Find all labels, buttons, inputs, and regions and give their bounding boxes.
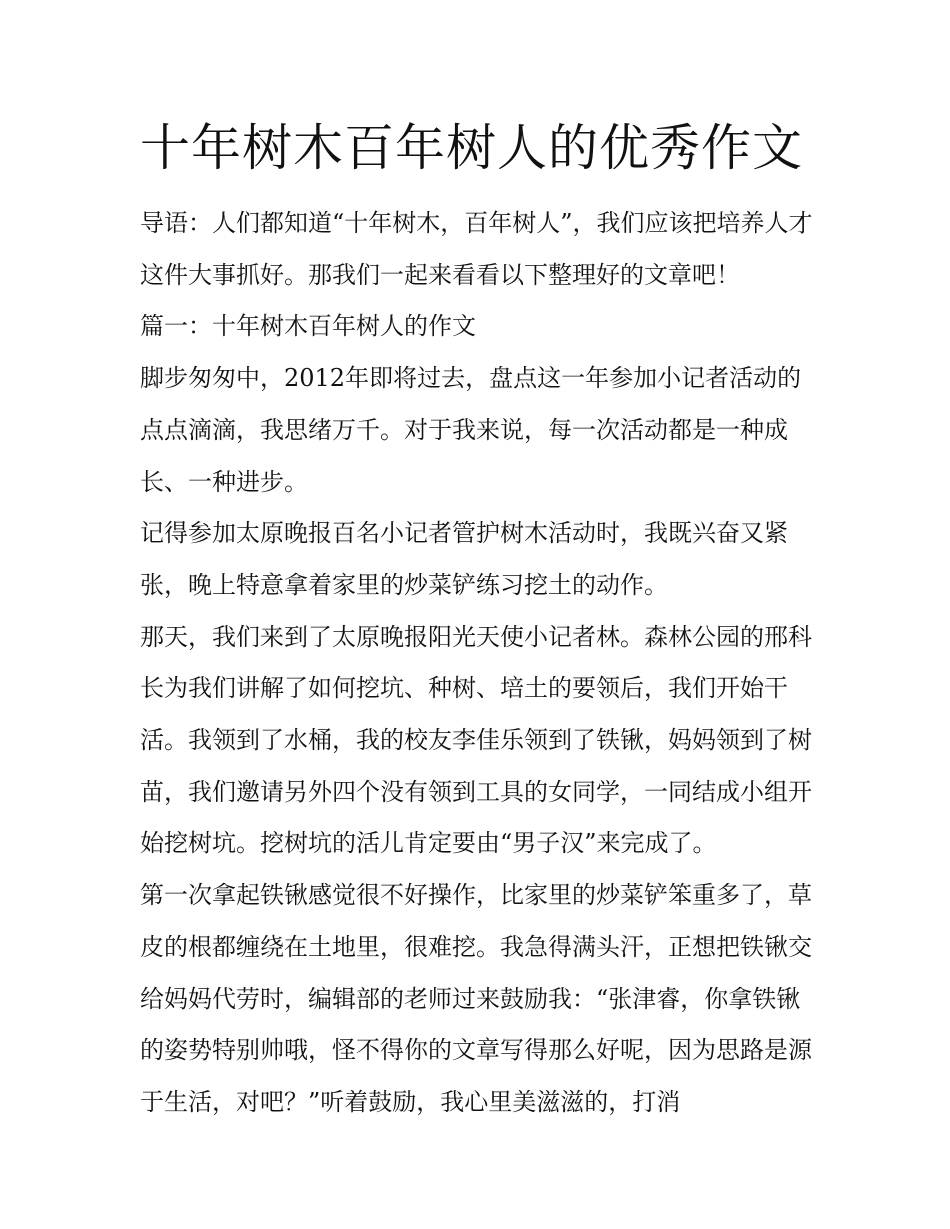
document-body	[140, 198, 820, 1129]
paragraph: 第一次拿起铁锹感觉很不好操作，比家里的炒菜铲笨重多了，草皮的根都缠绕在土地里，很难挖。我急得满头汗，正想把铁锹交给妈妈代劳时，编辑部的老师过来鼓励我：“张津睿，你拿铁锹的姿势特别帅哦，怪不得你的文章写得那么好呢，因为思路是源于生活，对吧？”听着鼓励，我心里美滋滋的，打消	[140, 881, 812, 1116]
paragraph: 记得参加太原晚报百名小记者管护树木活动时，我既兴奋又紧张，晚上特意拿着家里的炒菜铲练习挖土的动作。	[140, 519, 788, 599]
paragraph: 脚步匆匆中，2012年即将过去，盘点这一年参加小记者活动的点点滴滴，我思绪万千。对于我来说，每一次活动都是一种成长、一种进步。	[140, 364, 802, 496]
section-heading: 篇一：十年树木百年树人的作文	[140, 312, 476, 341]
paragraph-intro: 导语：人们都知道“十年树木，百年树人”，我们应该把培养人才这件大事抓好。那我们一起来看看以下整理好的文章吧！	[140, 209, 813, 289]
document-title: 十年树木百年树人的优秀作文	[140, 119, 803, 177]
paragraph: 那天，我们来到了太原晚报阳光天使小记者林。森林公园的邢科长为我们讲解了如何挖坑、种树、培土的要领后，我们开始干活。我领到了水桶，我的校友李佳乐领到了铁锹，妈妈领到了树苗，我们邀请另外四个没有领到工具的女同学，一同结成小组开始挖树坑。挖树坑的活儿肯定要由“男子汉”来完成了。	[140, 622, 812, 858]
